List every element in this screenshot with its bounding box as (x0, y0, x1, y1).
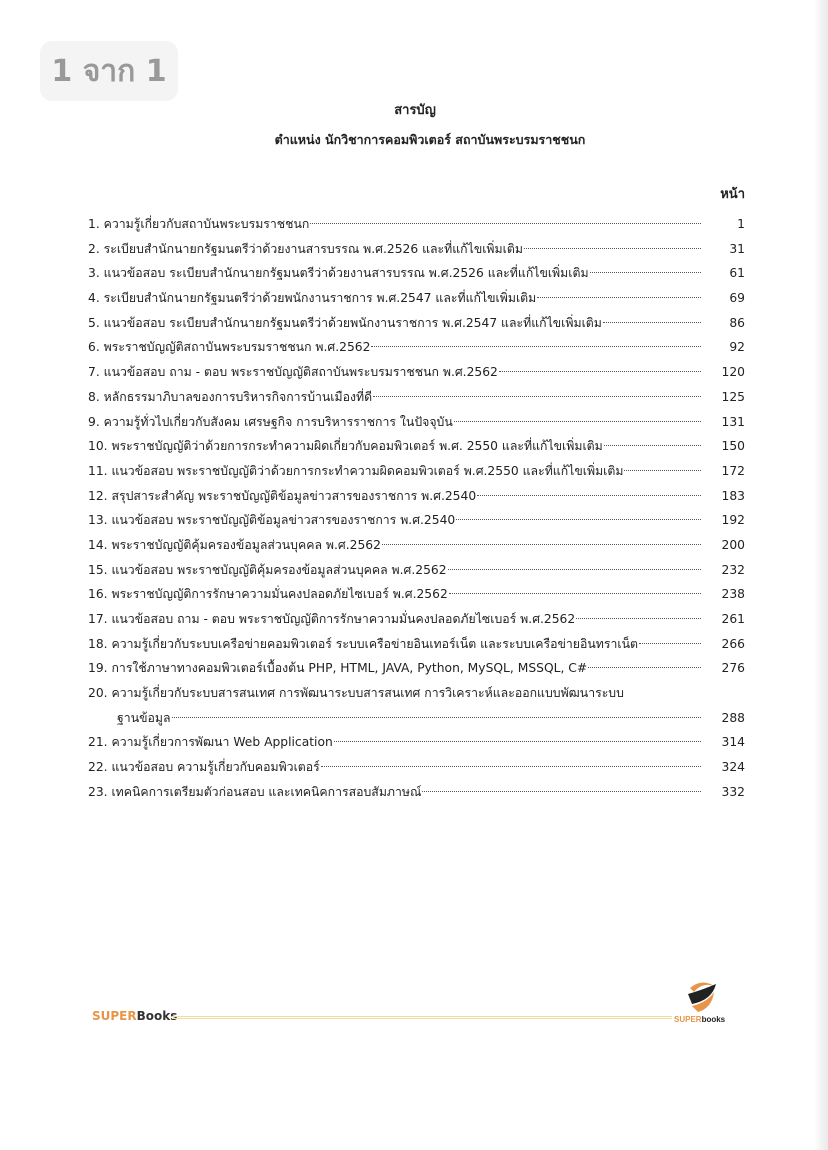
toc-entry-page: 31 (729, 241, 745, 256)
toc-entry[interactable] (88, 434, 745, 459)
toc-entry-page: 238 (721, 587, 745, 602)
toc-entry[interactable] (88, 360, 745, 385)
toc-entry[interactable] (88, 484, 745, 509)
toc-entry-title: 12. สรุปสาระสำคัญ พระราชบัญญัติข้อมูลข่าวสารของราชการ พ.ศ.2540 (88, 488, 477, 503)
toc-entry-title: 19. การใช้ภาษาทางคอมพิวเตอร์เบื้องต้น PHP, HTML, JAVA, Python, MySQL, MSSQL, C# (88, 661, 588, 676)
toc-entry-page: 324 (721, 760, 745, 775)
dot-leader (371, 346, 701, 347)
toc-entry-page: 192 (721, 513, 745, 528)
dot-leader (603, 322, 701, 323)
dot-leader (499, 371, 701, 372)
dot-leader (639, 643, 701, 644)
toc-entry-title: ฐานข้อมูล (117, 710, 171, 725)
toc-entry-title: 11. แนวข้อสอบ พระราชบัญญัติว่าด้วยการกระทำความผิดคอมพิวเตอร์ พ.ศ.2550 และที่แก้ไขเพิ่มเติม (88, 463, 624, 478)
page-column-label: หน้า (720, 187, 745, 202)
toc-title: สารบัญ (394, 103, 436, 118)
toc-entry[interactable] (88, 212, 745, 237)
toc-entry-title: 2. ระเบียบสำนักนายกรัฐมนตรีว่าด้วยงานสารบรรณ พ.ศ.2526 และที่แก้ไขเพิ่มเติม (88, 241, 523, 256)
toc-entry-title: 1. ความรู้เกี่ยวกับสถาบันพระบรมราชชนก (88, 217, 310, 231)
dot-leader (576, 618, 701, 619)
toc-entry[interactable] (88, 582, 745, 607)
toc-entry-page: 261 (721, 612, 745, 626)
toc-entry-page: 86 (729, 315, 745, 330)
toc-subtitle: ตำแหน่ง นักวิชาการคอมพิวเตอร์ สถาบันพระบรมราชชนก (274, 132, 586, 147)
dot-leader (448, 569, 701, 570)
dot-leader (537, 297, 701, 298)
toc-entry[interactable] (88, 410, 745, 435)
toc-entry[interactable] (88, 780, 745, 805)
toc-entry[interactable] (88, 508, 745, 533)
dot-leader (334, 741, 701, 742)
toc-entry-page: 172 (721, 463, 745, 478)
dot-leader (624, 470, 701, 471)
toc-entry-title: 22. แนวข้อสอบ ความรู้เกี่ยวกับคอมพิวเตอร์ (88, 760, 320, 775)
dot-leader (590, 272, 701, 273)
toc-entry-title: 23. เทคนิคการเตรียมตัวก่อนสอบ และเทคนิคการสอบสัมภาษณ์ (88, 784, 422, 799)
toc-entry[interactable] (88, 286, 745, 311)
toc-entry-title: 10. พระราชบัญญัติว่าด้วยการกระทำความผิดเกี่ยวกับคอมพิวเตอร์ พ.ศ. 2550 และที่แก้ไขเพิ่มเติม (88, 439, 603, 454)
dot-leader (454, 421, 701, 422)
footer-divider (172, 1016, 672, 1019)
toc-entry-page: 92 (729, 340, 745, 355)
toc-entry-page: 332 (721, 784, 745, 799)
brand-super: SUPER (92, 1009, 137, 1023)
toc-entry-title: 15. แนวข้อสอบ พระราชบัญญัติคุ้มครองข้อมูลส่วนบุคคล พ.ศ.2562 (88, 562, 447, 577)
toc-entry-page: 61 (729, 266, 745, 281)
dot-leader (477, 495, 701, 496)
dot-leader (373, 396, 701, 397)
toc-entry-page: 150 (721, 439, 745, 454)
brand-books: Books (136, 1009, 178, 1023)
toc-entry-title: 21. ความรู้เกี่ยวการพัฒนา Web Application (88, 735, 333, 750)
toc-entry[interactable] (88, 335, 745, 360)
toc-entry[interactable] (88, 533, 745, 558)
toc-entry[interactable] (88, 459, 745, 484)
toc-entry-title: 17. แนวข้อสอบ ถาม - ตอบ พระราชบัญญัติการรักษาความมั่นคงปลอดภัยไซเบอร์ พ.ศ.2562 (88, 612, 576, 626)
viewer-edge (814, 0, 828, 1150)
toc-entry-title: 13. แนวข้อสอบ พระราชบัญญัติข้อมูลข่าวสารของราชการ พ.ศ.2540 (88, 513, 456, 528)
toc-entry[interactable] (88, 730, 745, 755)
toc-entry-page: 131 (721, 414, 745, 429)
toc-entry-page: 1 (737, 217, 745, 231)
page-indicator: 1 จาก 1 (40, 41, 178, 101)
toc-entry[interactable] (88, 607, 745, 632)
toc-entry[interactable] (88, 755, 745, 780)
toc-entry[interactable] (88, 558, 745, 583)
dot-leader (449, 593, 701, 594)
toc-entry-page: 276 (721, 661, 745, 676)
dot-leader (588, 667, 701, 668)
toc-entry-title: 6. พระราชบัญญัติสถาบันพระบรมราชชนก พ.ศ.2562 (88, 340, 371, 355)
toc-entry-page: 69 (729, 291, 745, 306)
toc-entry-title: 4. ระเบียบสำนักนายกรัฐมนตรีว่าด้วยพนักงานราชการ พ.ศ.2547 และที่แก้ไขเพิ่มเติม (88, 291, 537, 306)
toc-entry-title: 14. พระราชบัญญัติคุ้มครองข้อมูลส่วนบุคคล พ.ศ.2562 (88, 537, 381, 552)
toc-entry-page: 183 (721, 488, 745, 503)
toc-entry[interactable] (88, 656, 745, 681)
toc-entry-title: 5. แนวข้อสอบ ระเบียบสำนักนายกรัฐมนตรีว่าด้วยพนักงานราชการ พ.ศ.2547 และที่แก้ไขเพิ่มเติม (88, 315, 602, 330)
dot-leader (310, 223, 701, 224)
toc-entry[interactable] (88, 632, 745, 657)
toc-entry[interactable] (88, 237, 745, 262)
dot-leader (524, 248, 701, 249)
toc-entry[interactable] (88, 681, 745, 706)
dot-leader (422, 791, 701, 792)
dot-leader (172, 717, 701, 718)
toc-entry[interactable] (88, 706, 745, 731)
table-of-contents (88, 212, 745, 805)
dot-leader (604, 445, 701, 446)
toc-entry-page: 200 (721, 537, 745, 552)
toc-entry-title: 7. แนวข้อสอบ ถาม - ตอบ พระราชบัญญัติสถาบันพระบรมราชชนก พ.ศ.2562 (88, 365, 498, 380)
toc-entry-title: 18. ความรู้เกี่ยวกับระบบเครือข่ายคอมพิวเตอร์ ระบบเครือข่ายอินเทอร์เน็ต และระบบเครือข่ายอินทราเน็ต (88, 636, 638, 651)
toc-entry-title: 8. หลักธรรมาภิบาลของการบริหารกิจการบ้านเมืองที่ดี (88, 389, 373, 404)
superbooks-logo-icon (672, 980, 732, 1024)
toc-entry-page: 120 (721, 365, 745, 380)
svg-text:SUPERbooks: SUPERbooks (674, 1015, 726, 1024)
toc-entry[interactable] (88, 311, 745, 336)
toc-entry-title: 16. พระราชบัญญัติการรักษาความมั่นคงปลอดภัยไซเบอร์ พ.ศ.2562 (88, 587, 448, 602)
toc-entry-page: 125 (721, 389, 745, 404)
toc-entry[interactable] (88, 261, 745, 286)
toc-entry-title: 9. ความรู้ทั่วไปเกี่ยวกับสังคม เศรษฐกิจ การบริหารราชการ ในปัจจุบัน (88, 414, 453, 429)
footer-brand (92, 1009, 177, 1023)
toc-entry-title: 3. แนวข้อสอบ ระเบียบสำนักนายกรัฐมนตรีว่าด้วยงานสารบรรณ พ.ศ.2526 และที่แก้ไขเพิ่มเติม (88, 266, 589, 281)
toc-entry-page: 266 (721, 636, 745, 651)
toc-entry[interactable] (88, 385, 745, 410)
toc-entry-page: 314 (721, 735, 745, 750)
dot-leader (321, 766, 701, 767)
toc-entry-title: 20. ความรู้เกี่ยวกับระบบสารสนเทศ การพัฒนาระบบสารสนเทศ การวิเคราะห์และออกแบบพัฒนาระบบ (88, 686, 624, 701)
dot-leader (382, 544, 701, 545)
toc-entry-page: 288 (721, 710, 745, 725)
toc-entry-page: 232 (721, 562, 745, 577)
dot-leader (456, 519, 701, 520)
